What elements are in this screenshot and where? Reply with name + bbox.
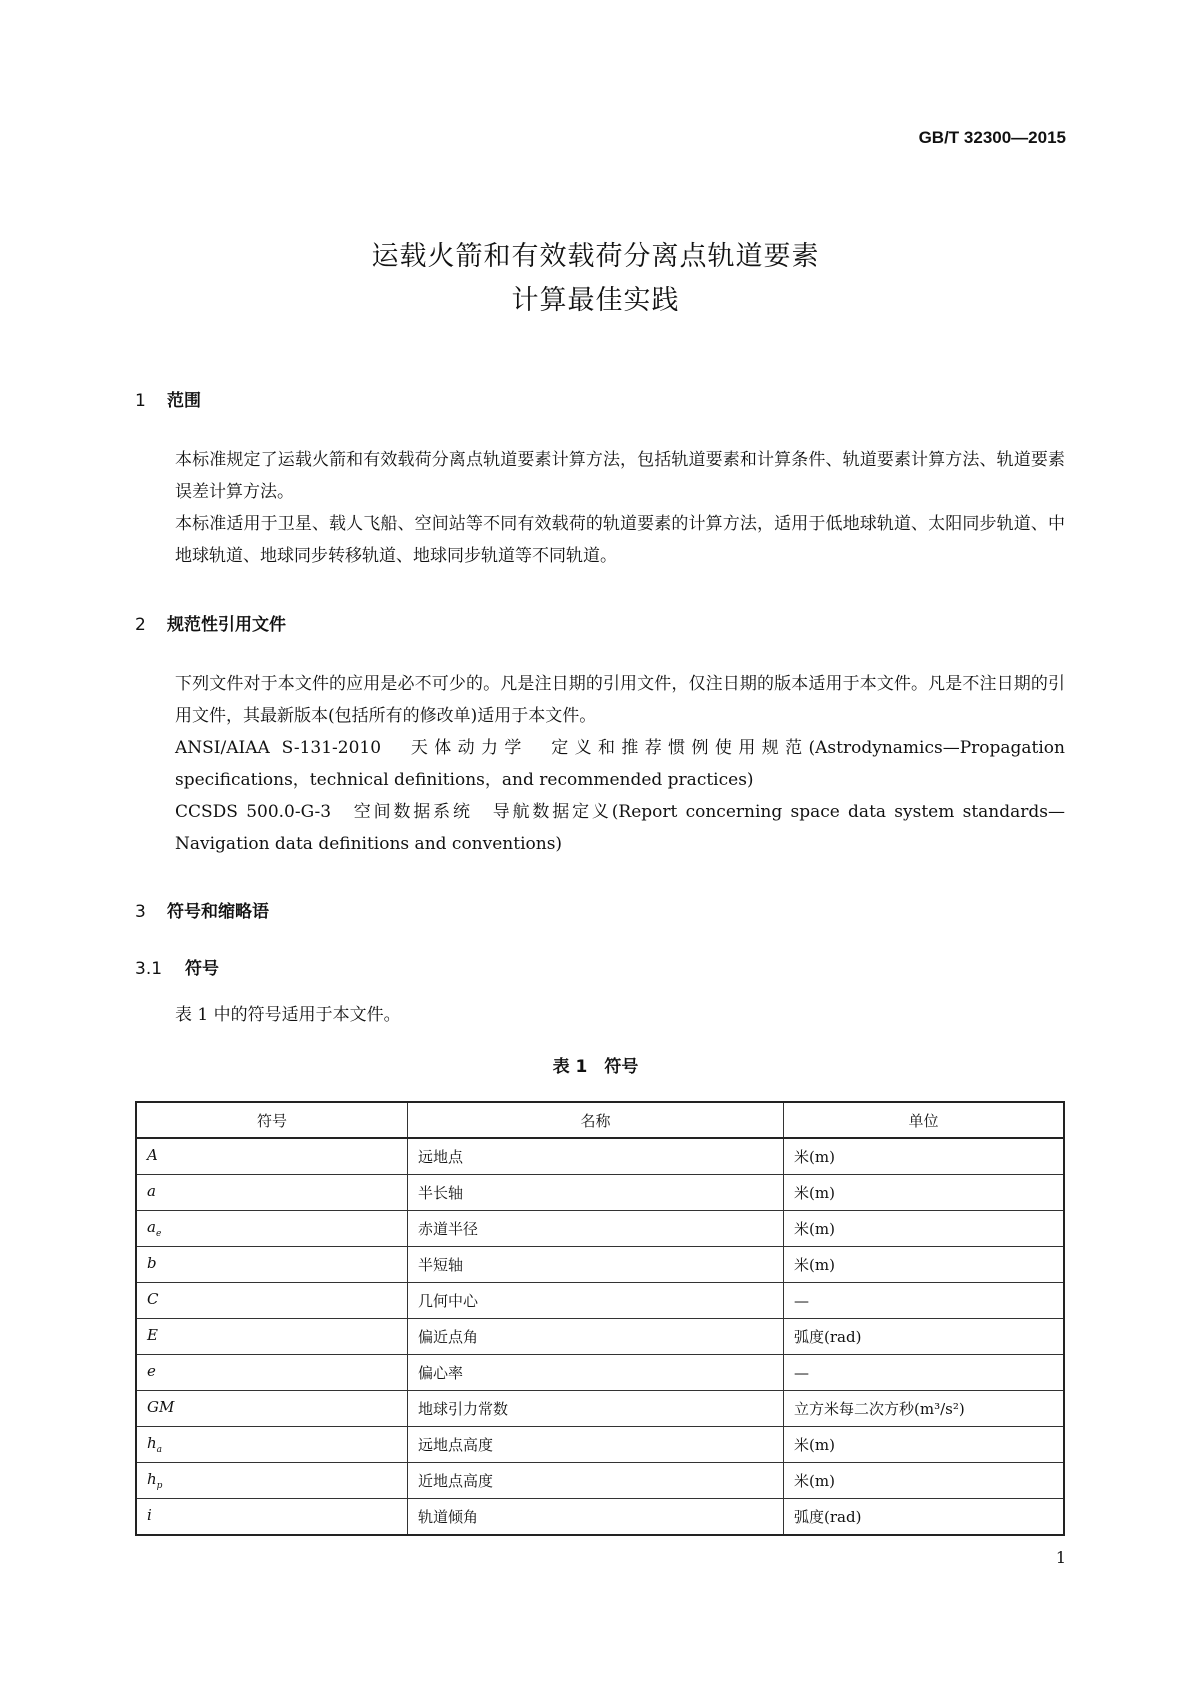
symbol-cell bbox=[136, 1391, 408, 1427]
unit-cell: 弧度(rad) bbox=[784, 1319, 1065, 1355]
symbol-subscript: a bbox=[156, 1445, 163, 1455]
name-cell: 轨道倾角 bbox=[408, 1499, 784, 1536]
symbol-cell bbox=[136, 1319, 408, 1355]
symbol: h bbox=[147, 1434, 157, 1452]
unit-cell: 弧度(rad) bbox=[784, 1499, 1065, 1536]
table-row bbox=[136, 1283, 1064, 1319]
unit-cell: 米(m) bbox=[784, 1211, 1065, 1247]
symbol-cell bbox=[136, 1283, 408, 1319]
symbol: GM bbox=[147, 1398, 175, 1416]
name-cell: 近地点高度 bbox=[408, 1463, 784, 1499]
symbol: h bbox=[147, 1470, 157, 1488]
section-2-body bbox=[135, 668, 1065, 860]
name-cell: 偏心率 bbox=[408, 1355, 784, 1391]
section-title: 范围 bbox=[167, 391, 201, 411]
paragraph: 本标准规定了运载火箭和有效载荷分离点轨道要素计算方法，包括轨道要素和计算条件、轨道要素计算方法、轨道要素误差计算方法。 bbox=[175, 450, 1065, 502]
unit-cell: 米(m) bbox=[784, 1138, 1065, 1175]
paragraph: 下列文件对于本文件的应用是必不可少的。凡是注日期的引用文件，仅注日期的版本适用于本文件。凡是不注日期的引用文件，其最新版本(包括所有的修改单)适用于本文件。 bbox=[175, 674, 1065, 726]
symbol: e bbox=[147, 1362, 156, 1380]
symbol-cell bbox=[136, 1175, 408, 1211]
table-row bbox=[136, 1319, 1064, 1355]
table-caption: 表 1 符号 bbox=[552, 1057, 639, 1077]
symbol-cell bbox=[136, 1138, 408, 1175]
symbol-subscript: e bbox=[155, 1229, 162, 1239]
section-number: 3.1 bbox=[135, 959, 163, 979]
symbol-cell bbox=[136, 1355, 408, 1391]
unit-cell: 立方米每二次方秒(m³/s²) bbox=[784, 1391, 1065, 1427]
section-3-heading bbox=[135, 897, 269, 922]
name-cell: 半短轴 bbox=[408, 1247, 784, 1283]
table-row bbox=[136, 1391, 1064, 1427]
page-number: 1 bbox=[1055, 1548, 1066, 1567]
section-1-heading bbox=[135, 386, 201, 411]
unit-cell: — bbox=[784, 1283, 1065, 1319]
symbol: A bbox=[147, 1146, 158, 1164]
table-row bbox=[136, 1211, 1064, 1247]
document-title-line1: 运载火箭和有效载荷分离点轨道要素 bbox=[371, 241, 820, 272]
column-header: 名称 bbox=[408, 1102, 784, 1138]
table-header-row bbox=[136, 1102, 1064, 1138]
section-number: 2 bbox=[135, 615, 146, 635]
unit-cell: 米(m) bbox=[784, 1427, 1065, 1463]
section-title: 符号和缩略语 bbox=[167, 902, 269, 922]
table-row bbox=[136, 1427, 1064, 1463]
name-cell: 几何中心 bbox=[408, 1283, 784, 1319]
table-row bbox=[136, 1138, 1064, 1175]
document-title-line2: 计算最佳实践 bbox=[511, 285, 680, 316]
name-cell: 远地点高度 bbox=[408, 1427, 784, 1463]
section-2-heading bbox=[135, 610, 286, 635]
symbol-cell bbox=[136, 1463, 408, 1499]
symbol: i bbox=[147, 1506, 152, 1524]
unit-cell: 米(m) bbox=[784, 1175, 1065, 1211]
symbol: E bbox=[147, 1326, 158, 1344]
name-cell: 地球引力常数 bbox=[408, 1391, 784, 1427]
table-row bbox=[136, 1175, 1064, 1211]
unit-cell: — bbox=[784, 1355, 1065, 1391]
section-number: 3 bbox=[135, 902, 146, 922]
paragraph: 表 1 中的符号适用于本文件。 bbox=[175, 1005, 401, 1025]
symbol-cell bbox=[136, 1499, 408, 1536]
unit-cell: 米(m) bbox=[784, 1463, 1065, 1499]
section-title: 规范性引用文件 bbox=[167, 615, 286, 635]
name-cell: 偏近点角 bbox=[408, 1319, 784, 1355]
table-row bbox=[136, 1355, 1064, 1391]
normative-reference: ANSI/AIAA S-131-2010 天体动力学 定义和推荐惯例使用规范(Astrodynamics—Propagation specifications，technical definitions，and recommended practices) bbox=[175, 738, 1065, 790]
symbol-subscript: p bbox=[156, 1481, 163, 1491]
section-title: 符号 bbox=[185, 959, 219, 979]
section-1-body bbox=[135, 444, 1065, 572]
column-header: 单位 bbox=[784, 1102, 1065, 1138]
symbol: a bbox=[147, 1182, 156, 1200]
column-header: 符号 bbox=[136, 1102, 408, 1138]
section-3-1-body bbox=[135, 999, 1065, 1031]
symbol-cell bbox=[136, 1211, 408, 1247]
symbol-cell bbox=[136, 1427, 408, 1463]
normative-reference: CCSDS 500.0-G-3 空间数据系统 导航数据定义(Report concerning space data system standards—Navigation data definitions and conventions) bbox=[175, 802, 1065, 854]
symbol: b bbox=[147, 1254, 157, 1272]
paragraph: 本标准适用于卫星、载人飞船、空间站等不同有效载荷的轨道要素的计算方法，适用于低地球轨道、太阳同步轨道、中地球轨道、地球同步转移轨道、地球同步轨道等不同轨道。 bbox=[175, 514, 1065, 566]
standard-number: GB/T 32300—2015 bbox=[918, 128, 1066, 147]
table-row bbox=[136, 1463, 1064, 1499]
symbol: a bbox=[147, 1218, 156, 1236]
section-3-1-heading bbox=[135, 954, 219, 979]
name-cell: 赤道半径 bbox=[408, 1211, 784, 1247]
name-cell: 半长轴 bbox=[408, 1175, 784, 1211]
table-row bbox=[136, 1499, 1064, 1536]
symbols-table bbox=[135, 1101, 1065, 1536]
name-cell: 远地点 bbox=[408, 1138, 784, 1175]
symbol: C bbox=[147, 1290, 159, 1308]
table-row bbox=[136, 1247, 1064, 1283]
symbol-cell bbox=[136, 1247, 408, 1283]
unit-cell: 米(m) bbox=[784, 1247, 1065, 1283]
section-number: 1 bbox=[135, 391, 146, 411]
